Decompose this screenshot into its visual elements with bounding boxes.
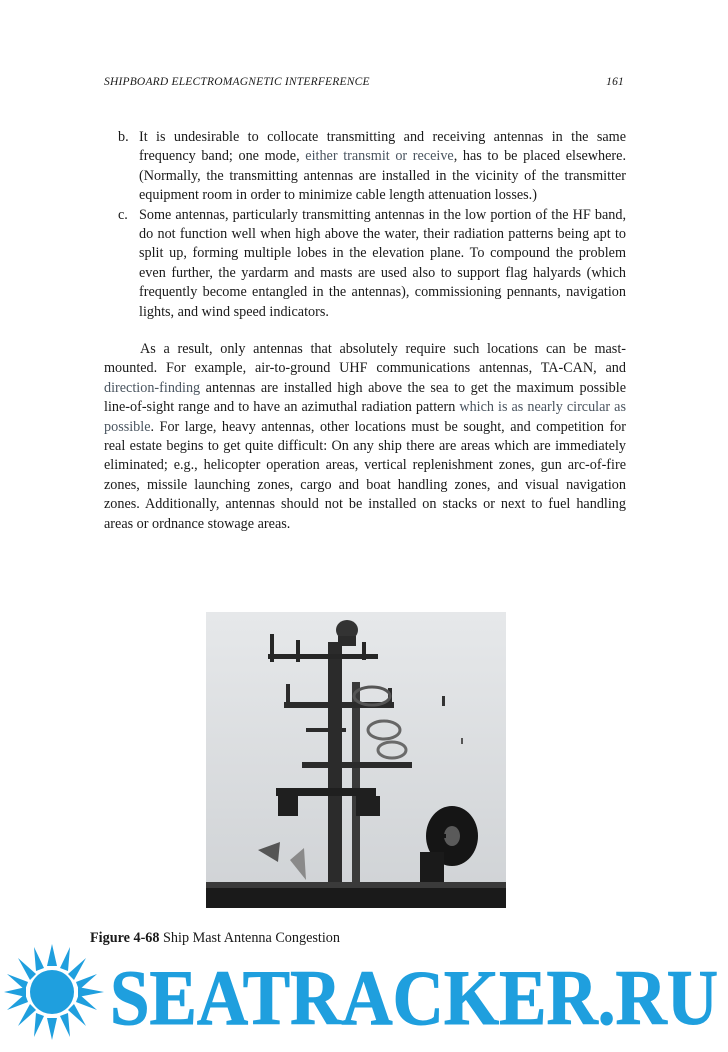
figure-caption-text: Ship Mast Antenna Congestion <box>163 930 340 946</box>
page-number: 161 <box>606 76 624 88</box>
ship-mast-photo <box>206 612 506 908</box>
list-marker: b. <box>118 129 129 145</box>
item-text: It is undesirable to collocate transmitting and receiving antennas in the same frequency band; one mode, <box>139 129 626 165</box>
list-marker: c. <box>118 206 128 223</box>
highlighted-text: direction-finding <box>104 379 201 396</box>
sun-logo-icon <box>4 944 104 1040</box>
figure-label: Figure 4-68 <box>90 930 160 946</box>
item-text: Some antennas, particularly transmitting antennas in the low portion of the HF band, do not function well when high above the water, their radiation patterns being apt to split up, forming multiple lobes in the elevation plane. To compound the problem even further, the yardarm and masts are used also to support flag halyards (which frequently become entangled in the antennas), commissioning pennants, navigation lights, and wind speed indicators. <box>139 206 626 320</box>
highlighted-text: which is as nearly circular as possible <box>104 399 626 435</box>
running-title: SHIPBOARD ELECTROMAGNETIC INTERFERENCE <box>104 76 370 88</box>
item-text: , has to be placed elsewhere. (Normally, the transmitting antennas are installed in the vicinity of the transmitter equipment room in order to minimize cable length attenuation losses.) <box>139 148 626 204</box>
list-item <box>118 128 626 206</box>
running-header <box>104 76 624 88</box>
item-list <box>118 128 626 322</box>
paragraph-text: antennas are installed high above the sea to get the maximum possible line-of-sight range and to have an azimuthal radiation pattern <box>104 379 626 416</box>
body-paragraph <box>104 340 626 534</box>
watermark <box>0 944 728 1044</box>
list-item <box>118 206 626 322</box>
paragraph-text: As a result, only antennas that absolutely require such locations can be mast-mounted. For example, air-to-ground UHF communications antennas, TA-CAN, and <box>104 341 626 377</box>
highlighted-text: either transmit or receive <box>305 148 454 165</box>
paragraph-text: . For large, heavy antennas, other locations must be sought, and competition for real estate begins to get quite difficult: On any ship there are areas which are immediately eliminated; e.g., helicopter operation areas, vertical replenishment zones, gun arc-of-fire zones, missile launching zones, cargo and boat handling zones, and visual navigation zones. Additionally, antennas should not be installed on stacks or next to fuel handling areas or ordnance stowage areas. <box>104 418 626 532</box>
watermark-text: SEATRACKER.RU <box>110 954 718 1041</box>
